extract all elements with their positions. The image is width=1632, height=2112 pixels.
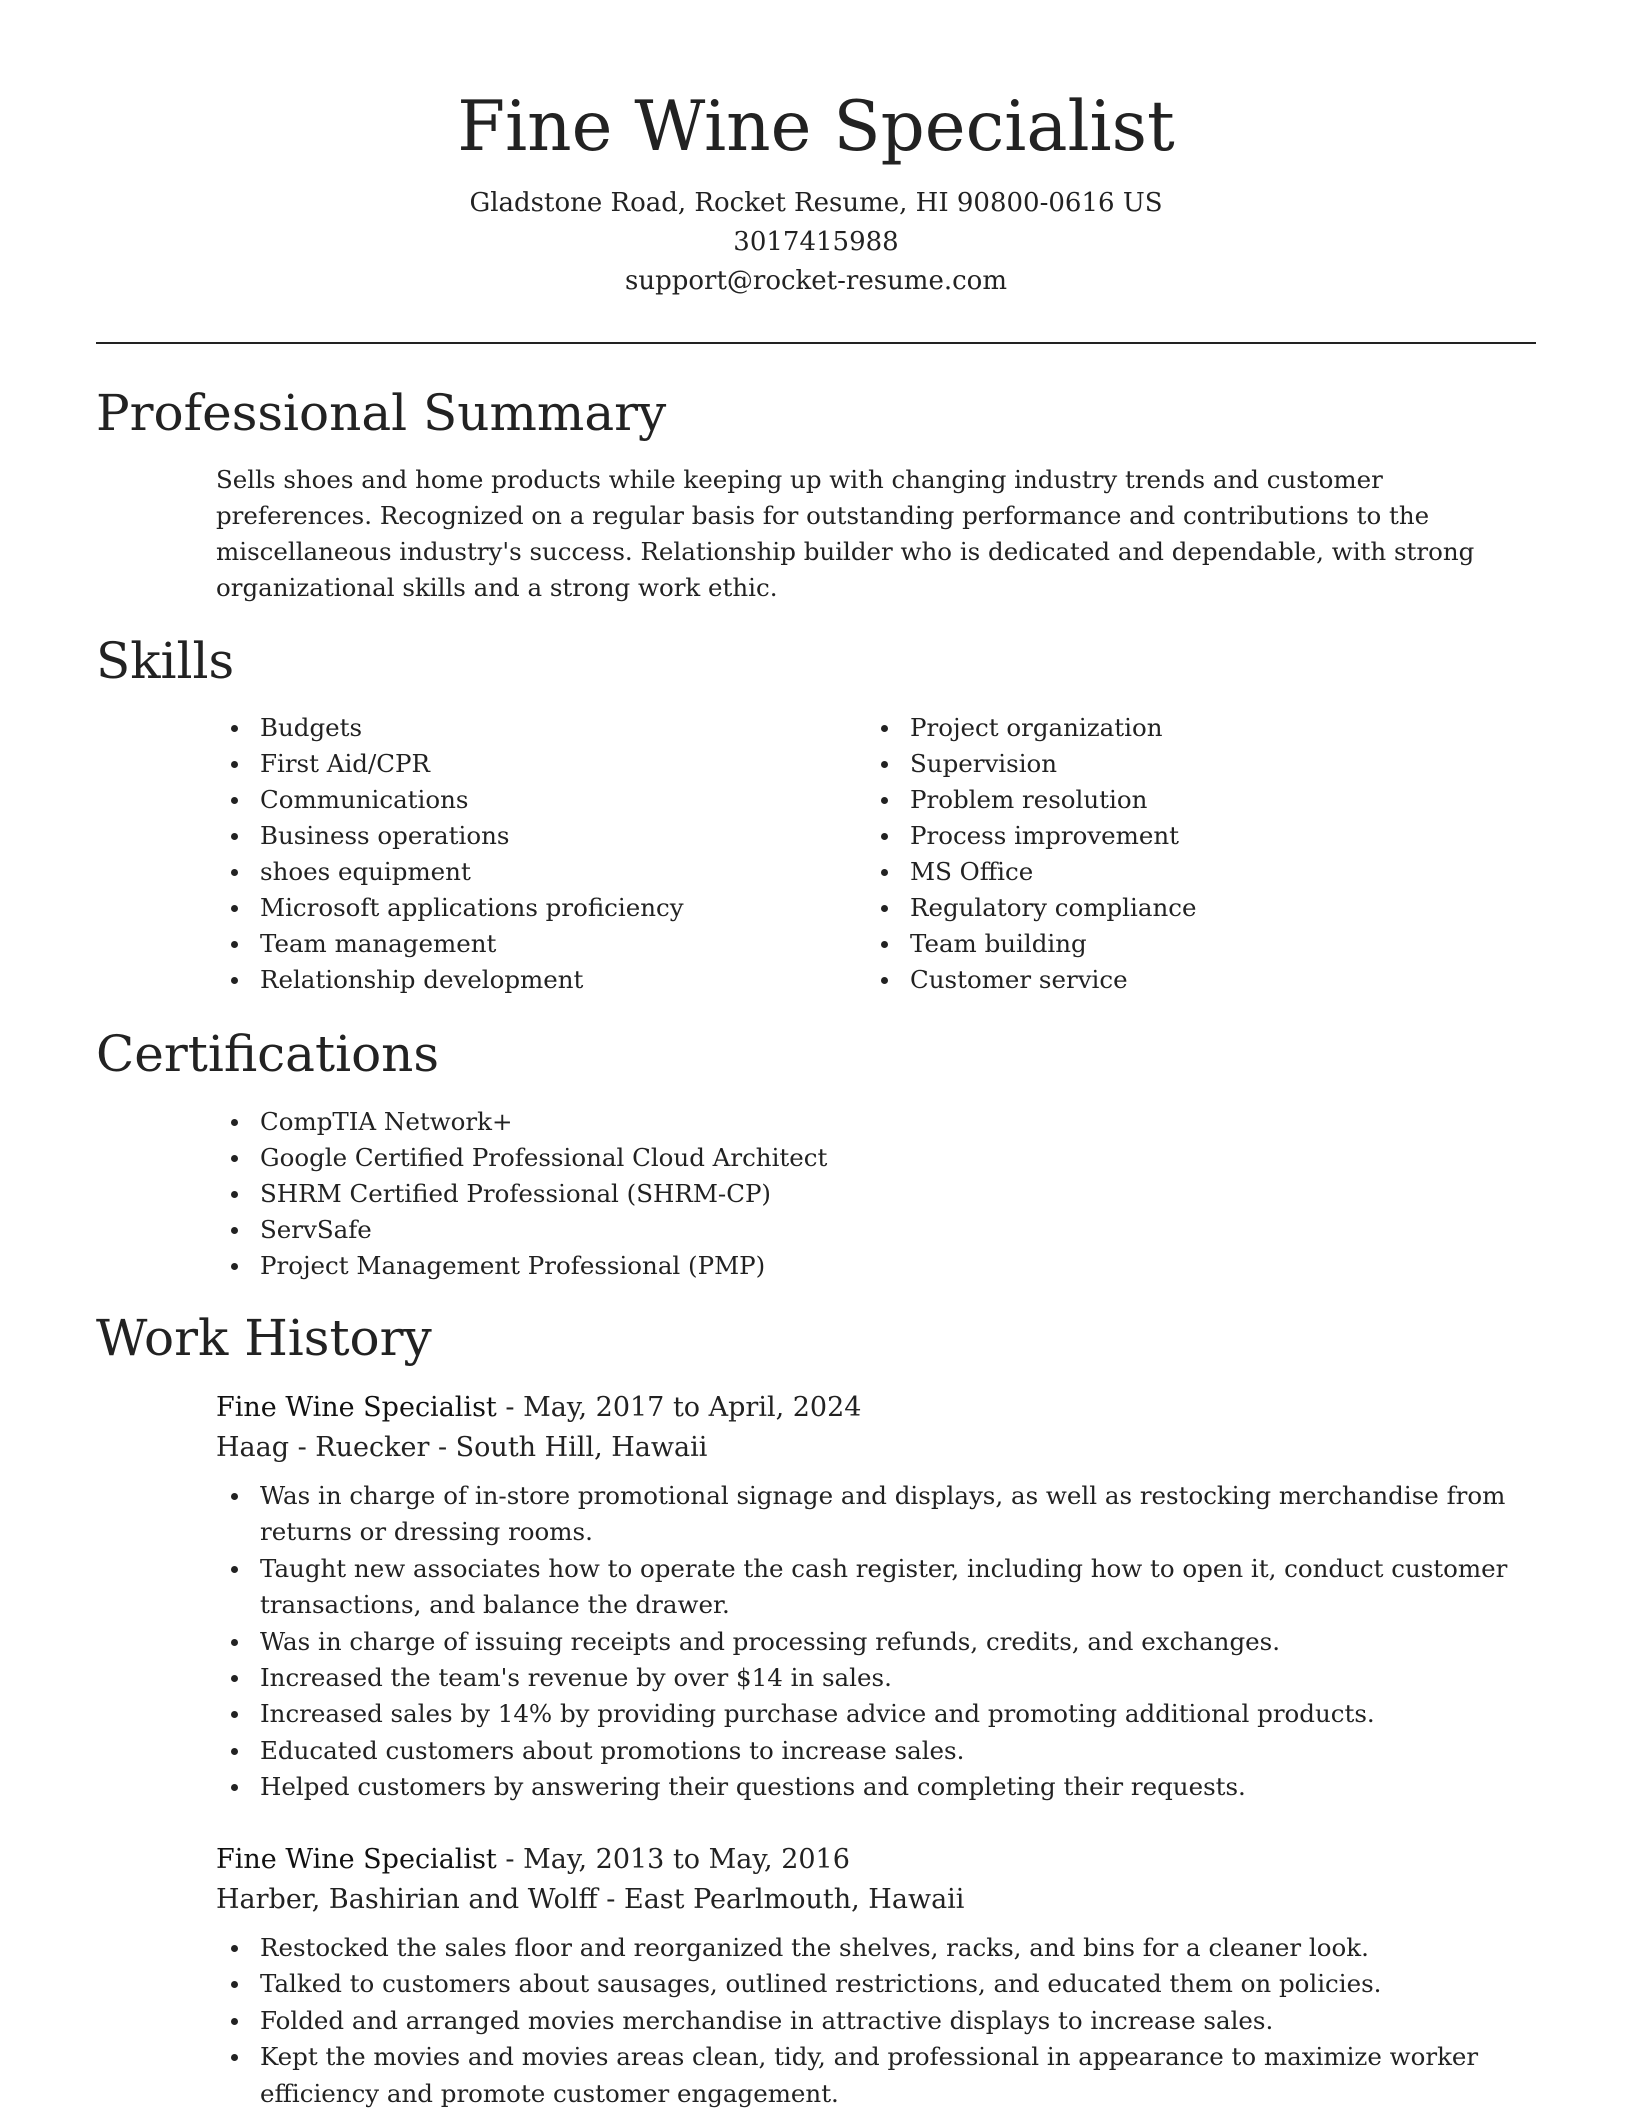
skills-column-left bbox=[216, 710, 856, 998]
summary-heading: Professional Summary bbox=[96, 384, 667, 442]
duty-item: Taught new associates how to operate the cash register, including how to open it, conduct customer transactions, and balance the drawer. bbox=[216, 1551, 1536, 1624]
certification-item: Google Certified Professional Cloud Architect bbox=[216, 1140, 1216, 1176]
skill-item: Team building bbox=[866, 926, 1506, 962]
skill-item: Problem resolution bbox=[866, 782, 1506, 818]
skill-item: Regulatory compliance bbox=[866, 890, 1506, 926]
skill-item: MS Office bbox=[866, 854, 1506, 890]
job-dates: - May, 2013 to May, 2016 bbox=[496, 1844, 850, 1875]
skill-item: shoes equipment bbox=[216, 854, 856, 890]
certification-item: Project Management Professional (PMP) bbox=[216, 1248, 1216, 1284]
job-company: Haag - Ruecker bbox=[216, 1432, 430, 1463]
job-duties bbox=[216, 1930, 1536, 2112]
contact-info bbox=[0, 184, 1632, 301]
duty-item: Helped customers by answering their questions and completing their requests. bbox=[216, 1769, 1536, 1805]
job-entry bbox=[216, 1388, 1536, 1806]
job-entry bbox=[216, 1840, 1536, 2112]
work-history-heading: Work History bbox=[96, 1309, 432, 1367]
duty-item: Restocked the sales floor and reorganized the shelves, racks, and bins for a cleaner look. bbox=[216, 1930, 1536, 1966]
job-role: Fine Wine Specialist bbox=[216, 1844, 497, 1875]
duty-item: Was in charge of issuing receipts and processing refunds, credits, and exchanges. bbox=[216, 1624, 1536, 1660]
job-location: - South Hill, Hawaii bbox=[429, 1432, 708, 1463]
summary-text: Sells shoes and home products while keeping up with changing industry trends and customer preferences. Recognized on a regular basis for outstanding performance and contributions to the miscellaneous industry's success. Relationship builder who is dedicated and dependable, with strong organizational skills and a strong work ethic. bbox=[216, 465, 1475, 602]
duty-item: Increased the team's revenue by over $14 in sales. bbox=[216, 1660, 1536, 1696]
skill-item: Supervision bbox=[866, 746, 1506, 782]
certification-item: SHRM Certified Professional (SHRM-CP) bbox=[216, 1176, 1216, 1212]
skill-item: Relationship development bbox=[216, 962, 856, 998]
job-title-line bbox=[216, 1840, 1536, 1880]
job-dates: - May, 2017 to April, 2024 bbox=[496, 1392, 862, 1423]
job-role: Fine Wine Specialist bbox=[216, 1392, 497, 1423]
duty-item: Increased sales by 14% by providing purchase advice and promoting additional products. bbox=[216, 1696, 1536, 1732]
job-location: - East Pearlmouth, Hawaii bbox=[597, 1884, 965, 1915]
duty-item: Kept the movies and movies areas clean, tidy, and professional in appearance to maximize worker efficiency and promote customer engagement. bbox=[216, 2039, 1536, 2112]
header-divider bbox=[96, 342, 1536, 344]
duty-item: Talked to customers about sausages, outlined restrictions, and educated them on policies. bbox=[216, 1966, 1536, 2002]
skill-item: Project organization bbox=[866, 710, 1506, 746]
email-line: support@rocket-resume.com bbox=[624, 266, 1007, 296]
job-company-line bbox=[216, 1880, 1536, 1920]
job-title-line bbox=[216, 1388, 1536, 1428]
skill-item: Team management bbox=[216, 926, 856, 962]
duty-item: Folded and arranged movies merchandise in attractive displays to increase sales. bbox=[216, 2003, 1536, 2039]
skill-item: Communications bbox=[216, 782, 856, 818]
certification-item: ServSafe bbox=[216, 1212, 1216, 1248]
skill-item: Microsoft applications proficiency bbox=[216, 890, 856, 926]
skills-column-right bbox=[866, 710, 1506, 998]
skill-item: Process improvement bbox=[866, 818, 1506, 854]
job-company-line bbox=[216, 1428, 1536, 1468]
skill-item: Business operations bbox=[216, 818, 856, 854]
duty-item: Was in charge of in-store promotional signage and displays, as well as restocking merchandise from returns or dressing rooms. bbox=[216, 1478, 1536, 1551]
candidate-name: Fine Wine Specialist bbox=[457, 87, 1175, 167]
resume-header bbox=[0, 0, 1632, 301]
duty-item: Educated customers about promotions to increase sales. bbox=[216, 1733, 1536, 1769]
skill-item: Budgets bbox=[216, 710, 856, 746]
certifications-list bbox=[216, 1104, 1216, 1284]
certifications-heading: Certifications bbox=[96, 1025, 440, 1083]
skill-item: Customer service bbox=[866, 962, 1506, 998]
address-line: Gladstone Road, Rocket Resume, HI 90800-0616 US bbox=[469, 188, 1163, 218]
job-duties bbox=[216, 1478, 1536, 1806]
certification-item: CompTIA Network+ bbox=[216, 1104, 1216, 1140]
phone-line: 3017415988 bbox=[733, 227, 899, 257]
skills-heading: Skills bbox=[96, 632, 235, 690]
skill-item: First Aid/CPR bbox=[216, 746, 856, 782]
job-company: Harber, Bashirian and Wolff bbox=[216, 1884, 598, 1915]
